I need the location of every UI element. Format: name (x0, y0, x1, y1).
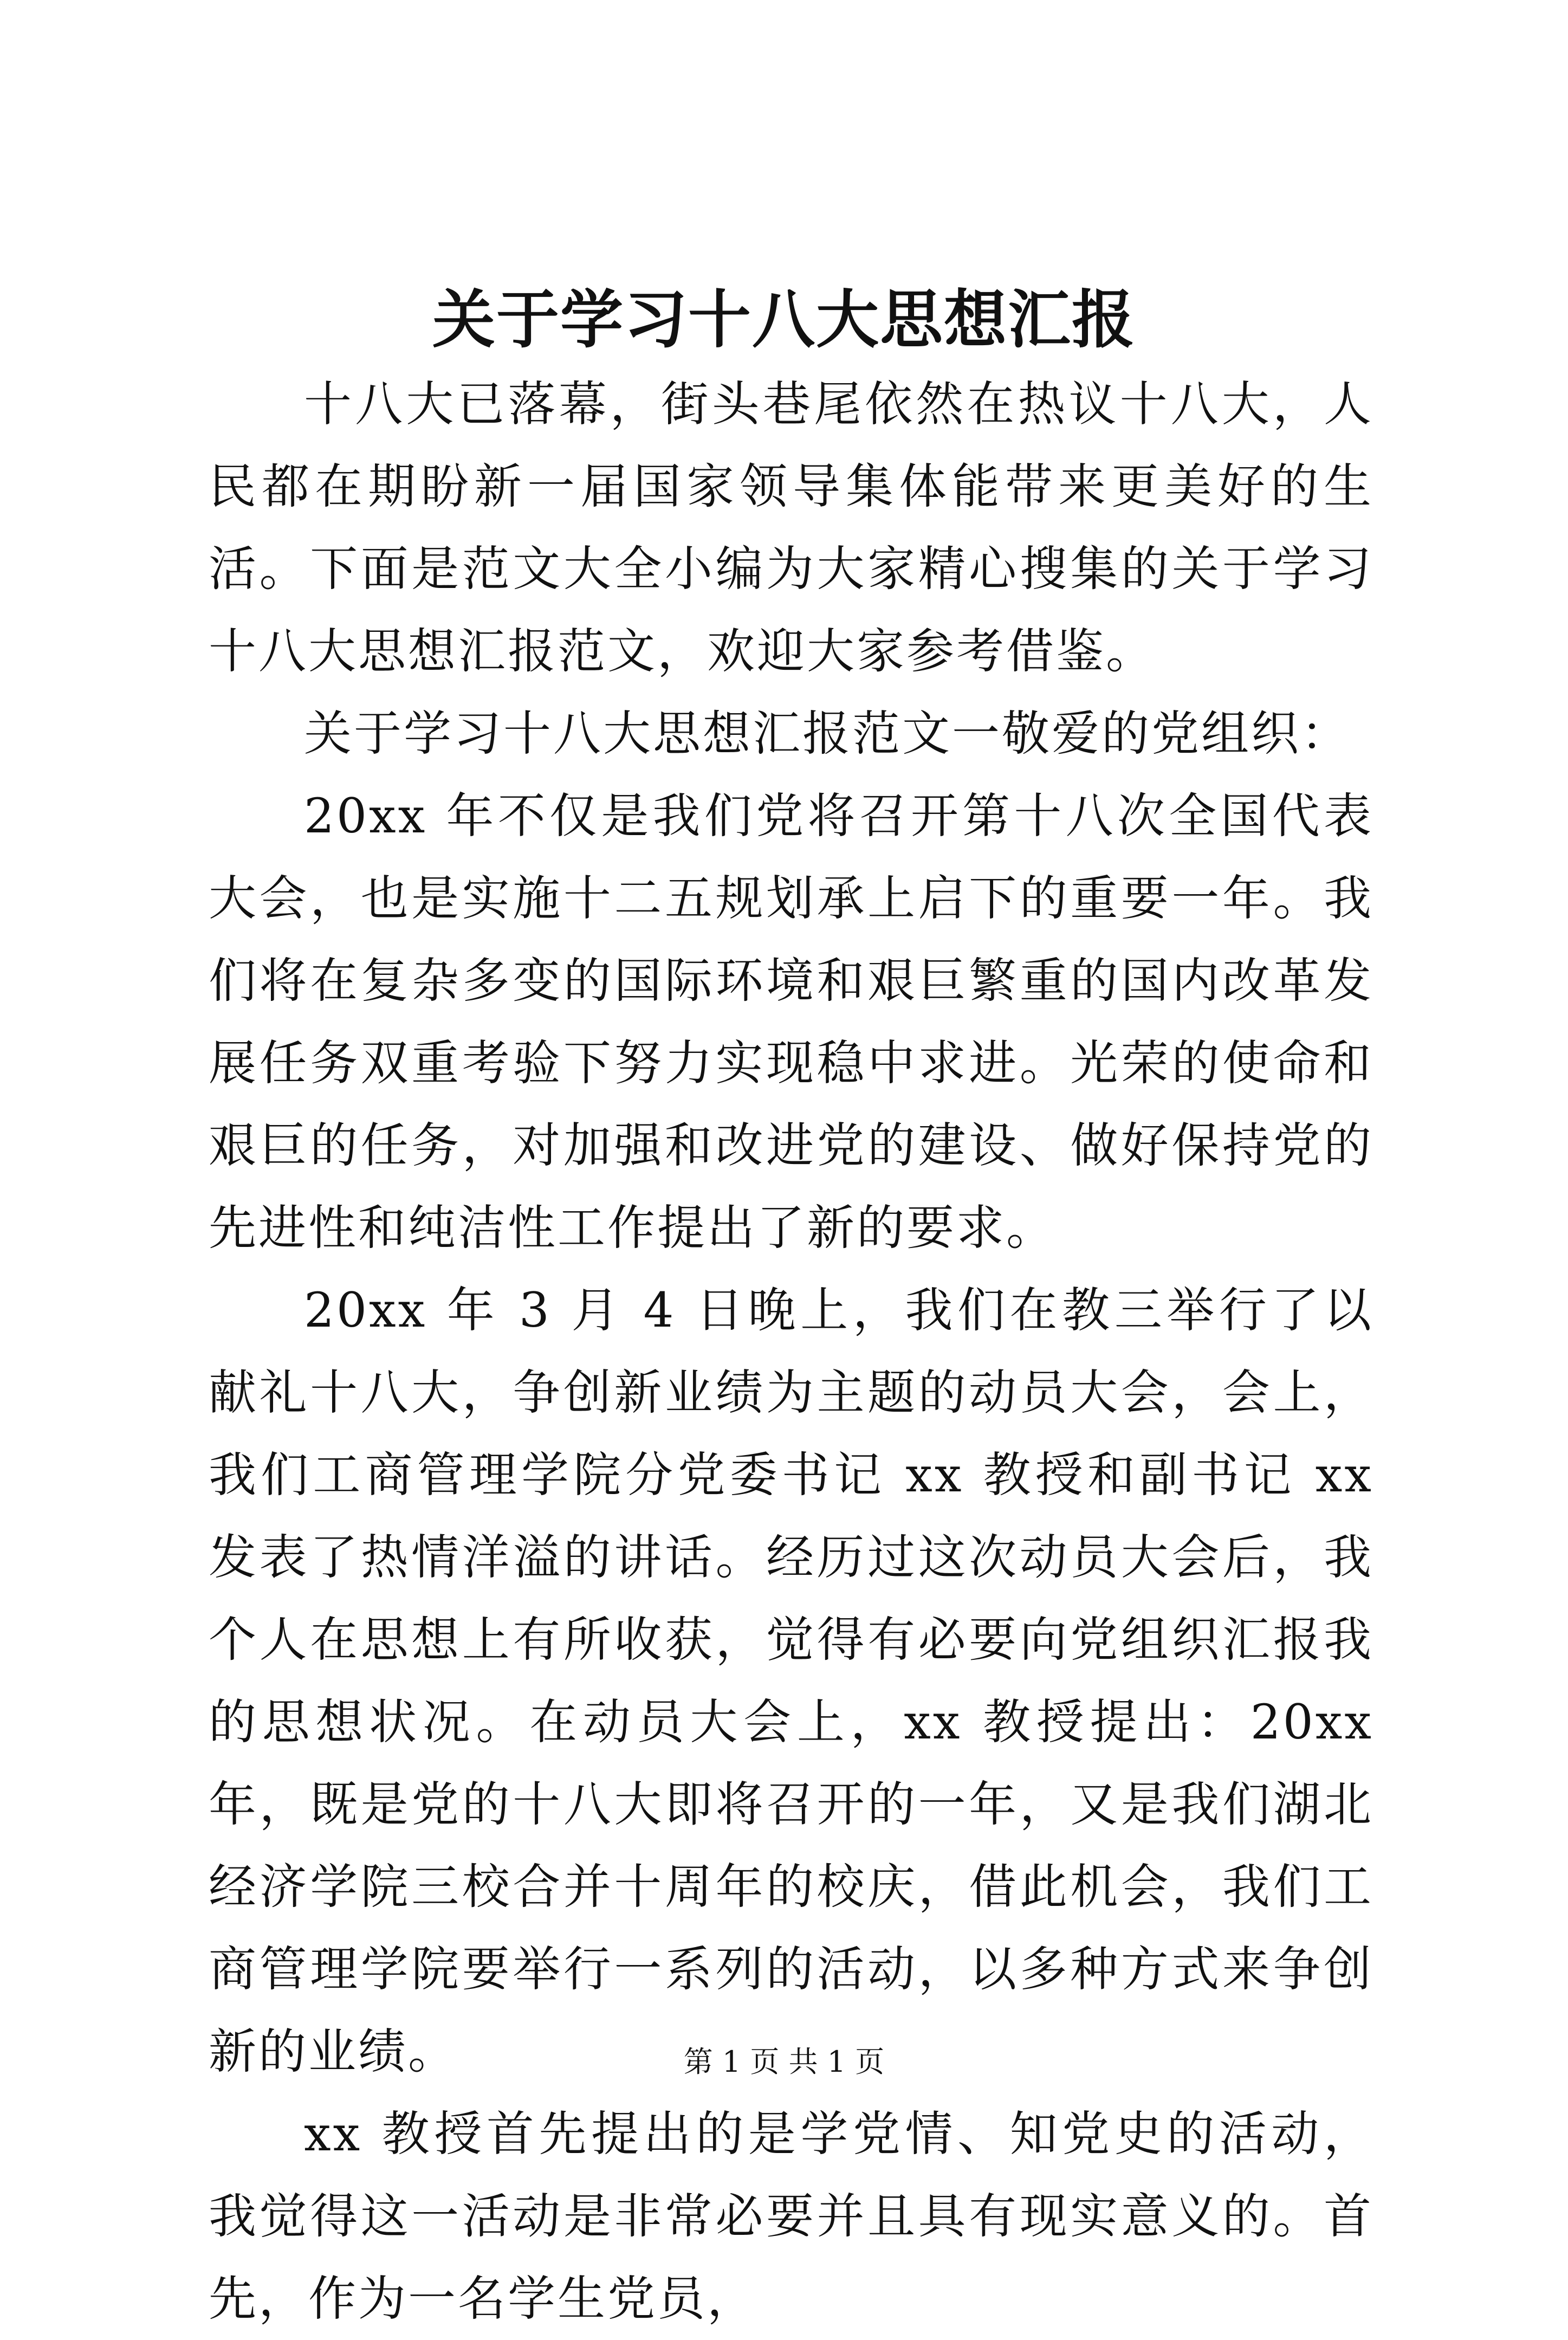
paragraph: 关于学习十八大思想汇报范文一敬爱的党组织： (304, 706, 1351, 761)
paragraph: 20xx 年 3 月 4 日晚上，我们在教三举行了以献礼十八大，争创新业绩为主题的动员大会，会上，我们工商管理学院分党委书记 xx 教授和副书记 xx 发表了热情洋溢的讲话。经历过这次动员大会后，我个人在思想上有所收获，觉得有必要向党组织汇报我的思想状况。在动员大会上，xx 教授提出：20xx 年，既是党的十八大即将召开的一年，又是我们湖北经济学院三校合并十周年的校庆，借此机会，我们工商管理学院要举行一系列的活动，以多种方式来争创新的业绩。 (209, 1282, 1373, 2079)
paragraph: 20xx 年不仅是我们党将召开第十八次全国代表大会，也是实施十二五规划承上启下的重要一年。我们将在复杂多变的国际环境和艰巨繁重的国内改革发展任务双重考验下努力实现稳中求进。光荣的使命和艰巨的任务，对加强和改进党的建设、做好保持党的先进性和纯洁性工作提出了新的要求。 (209, 788, 1373, 1256)
paragraph: 十八大已落幕，街头巷尾依然在热议十八大，人民都在期盼新一届国家领导集体能带来更美好的生活。下面是范文大全小编为大家精心搜集的关于学习十八大思想汇报范文，欢迎大家参考借鉴。 (209, 376, 1373, 679)
page-footer: 第 1 页 共 1 页 (683, 2045, 885, 2079)
document-title: 关于学习十八大思想汇报 (432, 283, 1136, 357)
paragraph: xx 教授首先提出的是学党情、知党史的活动，我觉得这一活动是非常必要并且具有现实意义的。首先，作为一名学生党员， (209, 2106, 1373, 2326)
